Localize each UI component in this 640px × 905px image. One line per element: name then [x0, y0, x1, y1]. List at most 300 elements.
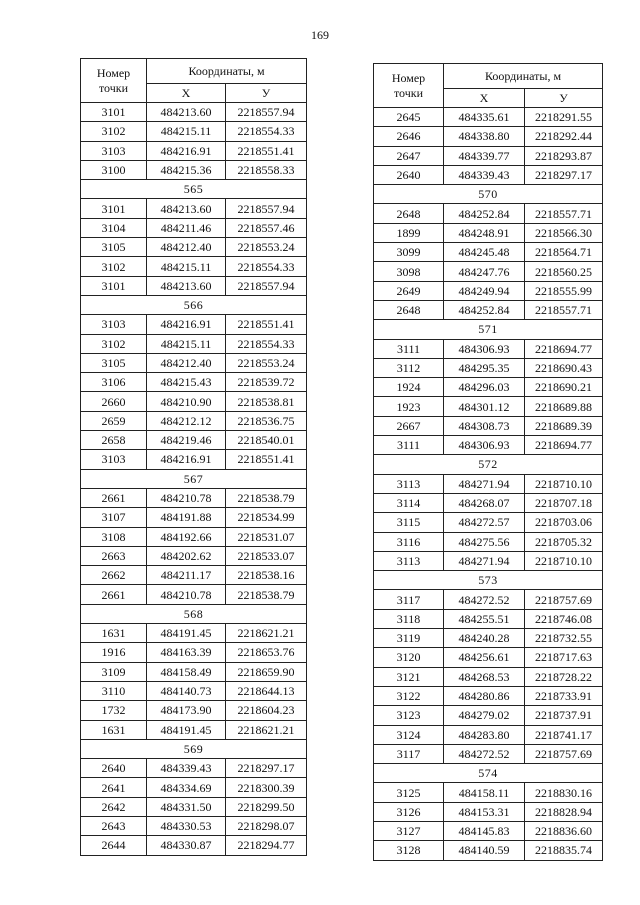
table-row [374, 590, 603, 609]
y-coordinate-cell: 2218694.77 [525, 339, 603, 358]
point-number-cell: 1923 [374, 397, 444, 416]
parcel-section-row [374, 185, 603, 204]
y-coordinate-cell: 2218757.69 [525, 590, 603, 609]
parcel-section-row [81, 295, 307, 314]
table-row [81, 797, 307, 816]
x-coordinate-cell: 484271.94 [444, 474, 525, 493]
table-row [81, 218, 307, 237]
x-coordinate-cell: 484272.52 [444, 744, 525, 763]
point-number-cell: 2661 [81, 585, 147, 604]
x-coordinate-cell: 484140.73 [147, 681, 226, 700]
point-number-cell: 3112 [374, 358, 444, 377]
point-number-cell: 3122 [374, 686, 444, 705]
table-row [81, 778, 307, 797]
parcel-section-row [374, 320, 603, 339]
y-column-header: У [226, 84, 307, 103]
point-number-cell: 3111 [374, 339, 444, 358]
x-coordinate-cell: 484245.48 [444, 243, 525, 262]
table-row [81, 238, 307, 257]
point-number-cell: 2643 [81, 816, 147, 835]
x-coordinate-cell: 484213.60 [147, 276, 226, 295]
y-coordinate-cell: 2218297.17 [226, 759, 307, 778]
x-coordinate-cell: 484212.40 [147, 353, 226, 372]
x-coordinate-cell: 484211.17 [147, 566, 226, 585]
y-coordinate-cell: 2218551.41 [226, 315, 307, 334]
x-coordinate-cell: 484271.94 [444, 551, 525, 570]
x-coordinate-cell: 484213.60 [147, 103, 226, 122]
x-coordinate-cell: 484215.36 [147, 160, 226, 179]
parcel-number: 574 [374, 764, 603, 783]
parcel-number: 570 [374, 185, 603, 204]
table-row [81, 141, 307, 160]
y-coordinate-cell: 2218533.07 [226, 546, 307, 565]
point-number-cell: 1732 [81, 701, 147, 720]
table-row [374, 532, 603, 551]
table-row [81, 411, 307, 430]
table-row [81, 431, 307, 450]
point-number-cell: 2644 [81, 836, 147, 855]
table-row [81, 759, 307, 778]
x-coordinate-cell: 484215.43 [147, 373, 226, 392]
point-number-cell: 3128 [374, 841, 444, 860]
x-coordinate-cell: 484252.84 [444, 204, 525, 223]
x-coordinate-cell: 484306.93 [444, 339, 525, 358]
coordinates-table-right [373, 63, 603, 861]
table-row [374, 609, 603, 628]
table-row [374, 127, 603, 146]
point-number-cell: 3103 [81, 141, 147, 160]
table-row [81, 566, 307, 585]
y-coordinate-cell: 2218710.10 [525, 474, 603, 493]
table-row [81, 662, 307, 681]
table-row [374, 108, 603, 127]
y-coordinate-cell: 2218757.69 [525, 744, 603, 763]
y-coordinate-cell: 2218703.06 [525, 513, 603, 532]
y-coordinate-cell: 2218728.22 [525, 667, 603, 686]
table-row [374, 802, 603, 821]
y-coordinate-cell: 2218746.08 [525, 609, 603, 628]
table-row [374, 243, 603, 262]
point-number-header [374, 64, 444, 108]
point-number-cell: 3107 [81, 508, 147, 527]
x-coordinate-cell: 484252.84 [444, 300, 525, 319]
y-coordinate-cell: 2218551.41 [226, 450, 307, 469]
point-number-header-line1: Номер [391, 70, 426, 85]
point-number-cell: 3115 [374, 513, 444, 532]
point-number-cell: 3104 [81, 218, 147, 237]
point-number-cell: 3121 [374, 667, 444, 686]
parcel-number: 568 [81, 604, 307, 623]
point-number-cell: 1631 [81, 624, 147, 643]
parcel-section-row [374, 571, 603, 590]
y-coordinate-cell: 2218690.43 [525, 358, 603, 377]
point-number-cell: 3118 [374, 609, 444, 628]
x-coordinate-cell: 484272.57 [444, 513, 525, 532]
x-coordinate-cell: 484213.60 [147, 199, 226, 218]
point-number-cell: 2640 [374, 165, 444, 184]
y-coordinate-cell: 2218733.91 [525, 686, 603, 705]
point-number-cell: 2659 [81, 411, 147, 430]
table-row [374, 686, 603, 705]
parcel-section-row [81, 604, 307, 623]
point-number-cell: 3116 [374, 532, 444, 551]
y-coordinate-cell: 2218540.01 [226, 431, 307, 450]
point-number-cell: 3100 [81, 160, 147, 179]
x-coordinate-cell: 484338.80 [444, 127, 525, 146]
x-coordinate-cell: 484212.40 [147, 238, 226, 257]
x-coordinate-cell: 484268.07 [444, 493, 525, 512]
table-row [81, 353, 307, 372]
point-number-cell: 3120 [374, 648, 444, 667]
parcel-section-row [374, 455, 603, 474]
point-number-cell: 3108 [81, 527, 147, 546]
table-row [81, 488, 307, 507]
point-number-cell: 3123 [374, 706, 444, 725]
x-coordinate-cell: 484173.90 [147, 701, 226, 720]
point-number-cell: 2647 [374, 146, 444, 165]
x-coordinate-cell: 484295.35 [444, 358, 525, 377]
point-number-cell: 3099 [374, 243, 444, 262]
point-number-cell: 2662 [81, 566, 147, 585]
y-coordinate-cell: 2218689.88 [525, 397, 603, 416]
table-row [374, 397, 603, 416]
table-row [374, 300, 603, 319]
x-coordinate-cell: 484280.86 [444, 686, 525, 705]
point-number-cell: 1899 [374, 223, 444, 242]
parcel-number: 566 [81, 295, 307, 314]
point-number-cell: 1924 [374, 378, 444, 397]
y-coordinate-cell: 2218694.77 [525, 436, 603, 455]
point-number-cell: 3113 [374, 551, 444, 570]
table-row [374, 648, 603, 667]
table-row [374, 358, 603, 377]
x-coordinate-cell: 484331.50 [147, 797, 226, 816]
y-coordinate-cell: 2218741.17 [525, 725, 603, 744]
x-coordinate-cell: 484240.28 [444, 629, 525, 648]
y-coordinate-cell: 2218707.18 [525, 493, 603, 512]
y-coordinate-cell: 2218292.44 [525, 127, 603, 146]
y-coordinate-cell: 2218644.13 [226, 681, 307, 700]
x-coordinate-cell: 484255.51 [444, 609, 525, 628]
coordinates-header: Координаты, м [444, 64, 603, 89]
x-coordinate-cell: 484216.91 [147, 450, 226, 469]
point-number-cell: 2658 [81, 431, 147, 450]
y-coordinate-cell: 2218689.39 [525, 416, 603, 435]
y-coordinate-cell: 2218828.94 [525, 802, 603, 821]
x-coordinate-cell: 484140.59 [444, 841, 525, 860]
x-column-header: Х [444, 89, 525, 108]
parcel-number: 571 [374, 320, 603, 339]
parcel-section-row [81, 739, 307, 758]
y-coordinate-cell: 2218732.55 [525, 629, 603, 648]
point-number-cell: 2641 [81, 778, 147, 797]
y-coordinate-cell: 2218538.81 [226, 392, 307, 411]
parcel-number: 565 [81, 180, 307, 199]
y-coordinate-cell: 2218560.25 [525, 262, 603, 281]
y-coordinate-cell: 2218653.76 [226, 643, 307, 662]
table-row [81, 585, 307, 604]
y-coordinate-cell: 2218557.71 [525, 204, 603, 223]
x-coordinate-cell: 484163.39 [147, 643, 226, 662]
x-coordinate-cell: 484191.88 [147, 508, 226, 527]
x-coordinate-cell: 484306.93 [444, 436, 525, 455]
page-number: 169 [311, 28, 329, 42]
point-number-cell: 3101 [81, 199, 147, 218]
parcel-section-row [81, 180, 307, 199]
point-number-cell: 3102 [81, 334, 147, 353]
parcel-number: 573 [374, 571, 603, 590]
point-number-cell: 3101 [81, 276, 147, 295]
y-coordinate-cell: 2218557.71 [525, 300, 603, 319]
y-coordinate-cell: 2218538.79 [226, 585, 307, 604]
table-row [81, 392, 307, 411]
x-coordinate-cell: 484210.78 [147, 585, 226, 604]
point-number-cell: 3101 [81, 103, 147, 122]
table-row [81, 527, 307, 546]
table-row [81, 546, 307, 565]
point-number-cell: 2660 [81, 392, 147, 411]
x-coordinate-cell: 484153.31 [444, 802, 525, 821]
table-row [81, 122, 307, 141]
y-coordinate-cell: 2218564.71 [525, 243, 603, 262]
y-coordinate-cell: 2218539.72 [226, 373, 307, 392]
x-coordinate-cell: 484192.66 [147, 527, 226, 546]
table-row [374, 821, 603, 840]
table-row [374, 841, 603, 860]
parcel-section-row [374, 764, 603, 783]
point-number-cell: 3102 [81, 257, 147, 276]
y-coordinate-cell: 2218297.17 [525, 165, 603, 184]
table-row [81, 701, 307, 720]
table-row [374, 551, 603, 570]
parcel-number: 572 [374, 455, 603, 474]
x-coordinate-cell: 484247.76 [444, 262, 525, 281]
point-number-cell: 2667 [374, 416, 444, 435]
x-coordinate-cell: 484339.43 [444, 165, 525, 184]
table-row [81, 334, 307, 353]
point-number-cell: 2646 [374, 127, 444, 146]
y-coordinate-cell: 2218737.91 [525, 706, 603, 725]
point-number-cell: 3106 [81, 373, 147, 392]
y-coordinate-cell: 2218557.94 [226, 199, 307, 218]
y-coordinate-cell: 2218538.79 [226, 488, 307, 507]
x-coordinate-cell: 484211.46 [147, 218, 226, 237]
y-coordinate-cell: 2218536.75 [226, 411, 307, 430]
point-number-cell: 3127 [374, 821, 444, 840]
y-coordinate-cell: 2218705.32 [525, 532, 603, 551]
point-number-cell: 3105 [81, 353, 147, 372]
y-coordinate-cell: 2218551.41 [226, 141, 307, 160]
point-number-header-line1: Номер [96, 65, 131, 80]
x-coordinate-cell: 484191.45 [147, 624, 226, 643]
x-coordinate-cell: 484158.49 [147, 662, 226, 681]
point-number-cell: 3111 [374, 436, 444, 455]
table-row [81, 816, 307, 835]
table-row [81, 508, 307, 527]
point-number-cell: 3125 [374, 783, 444, 802]
table-row [81, 643, 307, 662]
y-coordinate-cell: 2218557.46 [226, 218, 307, 237]
y-coordinate-cell: 2218558.33 [226, 160, 307, 179]
x-coordinate-cell: 484335.61 [444, 108, 525, 127]
y-coordinate-cell: 2218299.50 [226, 797, 307, 816]
table-row [374, 493, 603, 512]
table-row [374, 513, 603, 532]
x-coordinate-cell: 484330.53 [147, 816, 226, 835]
y-coordinate-cell: 2218553.24 [226, 353, 307, 372]
point-number-cell: 3110 [81, 681, 147, 700]
point-number-cell: 3119 [374, 629, 444, 648]
table-row [81, 276, 307, 295]
coordinates-table-left [80, 58, 307, 856]
table-row [374, 436, 603, 455]
y-coordinate-cell: 2218830.16 [525, 783, 603, 802]
y-coordinate-cell: 2218300.39 [226, 778, 307, 797]
x-coordinate-cell: 484339.77 [444, 146, 525, 165]
table-row [81, 199, 307, 218]
y-coordinate-cell: 2218534.99 [226, 508, 307, 527]
y-coordinate-cell: 2218659.90 [226, 662, 307, 681]
y-coordinate-cell: 2218554.33 [226, 334, 307, 353]
point-number-cell: 1631 [81, 720, 147, 739]
y-coordinate-cell: 2218554.33 [226, 257, 307, 276]
table-row [81, 257, 307, 276]
x-coordinate-cell: 484158.11 [444, 783, 525, 802]
y-coordinate-cell: 2218531.07 [226, 527, 307, 546]
y-column-header: У [525, 89, 603, 108]
x-coordinate-cell: 484334.69 [147, 778, 226, 797]
x-coordinate-cell: 484272.52 [444, 590, 525, 609]
table-row [374, 725, 603, 744]
x-coordinate-cell: 484275.56 [444, 532, 525, 551]
table-row [374, 474, 603, 493]
parcel-number: 569 [81, 739, 307, 758]
point-number-cell: 2645 [374, 108, 444, 127]
point-number-cell: 1916 [81, 643, 147, 662]
y-coordinate-cell: 2218717.63 [525, 648, 603, 667]
table-row [374, 744, 603, 763]
table-row [374, 416, 603, 435]
point-number-cell: 3117 [374, 590, 444, 609]
point-number-cell: 3114 [374, 493, 444, 512]
x-coordinate-cell: 484145.83 [444, 821, 525, 840]
point-number-cell: 2648 [374, 300, 444, 319]
x-coordinate-cell: 484339.43 [147, 759, 226, 778]
x-coordinate-cell: 484279.02 [444, 706, 525, 725]
y-coordinate-cell: 2218555.99 [525, 281, 603, 300]
x-coordinate-cell: 484248.91 [444, 223, 525, 242]
y-coordinate-cell: 2218298.07 [226, 816, 307, 835]
table-row [81, 450, 307, 469]
x-coordinate-cell: 484215.11 [147, 257, 226, 276]
point-number-cell: 3103 [81, 450, 147, 469]
table-row [374, 339, 603, 358]
y-coordinate-cell: 2218835.74 [525, 841, 603, 860]
y-coordinate-cell: 2218293.87 [525, 146, 603, 165]
table-row [374, 146, 603, 165]
y-coordinate-cell: 2218566.30 [525, 223, 603, 242]
x-coordinate-cell: 484249.94 [444, 281, 525, 300]
point-number-cell: 2648 [374, 204, 444, 223]
table-row [81, 103, 307, 122]
x-coordinate-cell: 484215.11 [147, 334, 226, 353]
point-number-cell: 3098 [374, 262, 444, 281]
point-number-header-line2: точки [393, 85, 424, 100]
y-coordinate-cell: 2218291.55 [525, 108, 603, 127]
y-coordinate-cell: 2218557.94 [226, 103, 307, 122]
x-coordinate-cell: 484212.12 [147, 411, 226, 430]
point-number-cell: 2640 [81, 759, 147, 778]
y-coordinate-cell: 2218553.24 [226, 238, 307, 257]
table-row [374, 667, 603, 686]
x-coordinate-cell: 484301.12 [444, 397, 525, 416]
x-coordinate-cell: 484216.91 [147, 315, 226, 334]
point-number-cell: 3124 [374, 725, 444, 744]
table-row [81, 720, 307, 739]
point-number-cell: 3109 [81, 662, 147, 681]
y-coordinate-cell: 2218554.33 [226, 122, 307, 141]
y-coordinate-cell: 2218710.10 [525, 551, 603, 570]
point-number-cell: 3103 [81, 315, 147, 334]
point-number-cell: 3126 [374, 802, 444, 821]
x-coordinate-cell: 484256.61 [444, 648, 525, 667]
x-coordinate-cell: 484202.62 [147, 546, 226, 565]
x-coordinate-cell: 484216.91 [147, 141, 226, 160]
y-coordinate-cell: 2218294.77 [226, 836, 307, 855]
table-row [374, 262, 603, 281]
parcel-section-row [81, 469, 307, 488]
table-row [374, 783, 603, 802]
table-row [81, 624, 307, 643]
point-number-header [81, 59, 147, 103]
point-number-cell: 3117 [374, 744, 444, 763]
table-row [81, 315, 307, 334]
y-coordinate-cell: 2218690.21 [525, 378, 603, 397]
x-coordinate-cell: 484215.11 [147, 122, 226, 141]
y-coordinate-cell: 2218836.60 [525, 821, 603, 840]
point-number-cell: 3102 [81, 122, 147, 141]
y-coordinate-cell: 2218557.94 [226, 276, 307, 295]
x-coordinate-cell: 484191.45 [147, 720, 226, 739]
x-coordinate-cell: 484219.46 [147, 431, 226, 450]
point-number-header-line2: точки [98, 80, 129, 95]
parcel-number: 567 [81, 469, 307, 488]
point-number-cell: 2642 [81, 797, 147, 816]
table-row [374, 706, 603, 725]
x-coordinate-cell: 484210.78 [147, 488, 226, 507]
x-column-header: Х [147, 84, 226, 103]
table-row [374, 165, 603, 184]
table-row [374, 629, 603, 648]
table-row [81, 373, 307, 392]
coordinates-header: Координаты, м [147, 59, 307, 84]
point-number-cell: 2663 [81, 546, 147, 565]
point-number-cell: 3105 [81, 238, 147, 257]
x-coordinate-cell: 484308.73 [444, 416, 525, 435]
x-coordinate-cell: 484283.80 [444, 725, 525, 744]
x-coordinate-cell: 484296.03 [444, 378, 525, 397]
point-number-cell: 2661 [81, 488, 147, 507]
table-row [374, 281, 603, 300]
y-coordinate-cell: 2218621.21 [226, 624, 307, 643]
y-coordinate-cell: 2218538.16 [226, 566, 307, 585]
x-coordinate-cell: 484268.53 [444, 667, 525, 686]
point-number-cell: 2649 [374, 281, 444, 300]
table-row [81, 681, 307, 700]
x-coordinate-cell: 484210.90 [147, 392, 226, 411]
x-coordinate-cell: 484330.87 [147, 836, 226, 855]
y-coordinate-cell: 2218604.23 [226, 701, 307, 720]
